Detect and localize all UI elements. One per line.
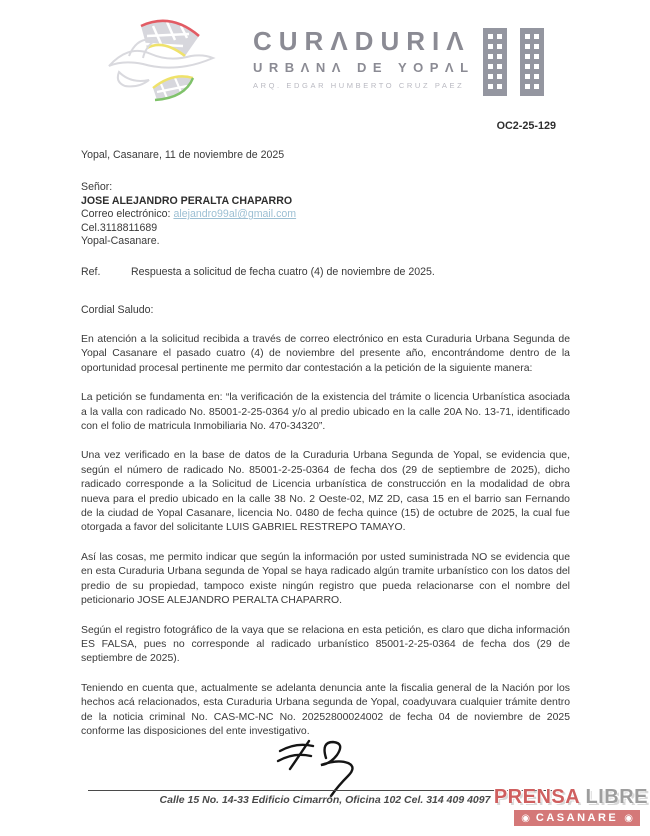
paragraph-1: En atención a la solicitud recibida a través de correo electrónico en esta Curaduria Urbana Segunda de Yopal Casanare el pasado cuatro (4) de noviembre del presente año, encontrándome dentro de la oportunidad procesal pertinente me permito dar contestación a la petición de la siguiente manera: <box>81 334 570 374</box>
reference-label: Ref. <box>81 266 101 278</box>
watermark-libre: LIBRE <box>585 786 648 808</box>
paragraph-6: Teniendo en cuenta que, actualmente se adelanta denuncia ante la fiscalia general de la Nación por los hechos acá relacionados, esta Curaduria Urbana segunda de Yopal, coadyuvara cualquier trámite dentro de la noticia criminal No. CAS-MC-NC No. 20252800024002 de fecha 04 de noviembre de 2025 conforme las disposiciones del ente investigativo. <box>81 682 570 737</box>
brand-tagline: ARQ. EDGAR HUMBERTO CRUZ PAEZ <box>253 81 465 90</box>
email-label: Correo electrónico: <box>81 208 174 221</box>
handwritten-signature <box>268 736 380 798</box>
paragraph-4: Así las cosas, me permito indicar que según la información por usted suministrada NO se evidencia que en esta Curaduria Urbana segunda de Yopal se haya radicado algún tramite urbanístico con los datos del predio de su propiedad, tampoco existe ningún registro que pueda relacionarse con el nombre del peticionario JOSE ALEJANDRO PERALTA CHAPARRO. <box>81 551 570 607</box>
watermark-banner <box>514 810 640 826</box>
reference-text: Respuesta a solicitud de fecha cuatro (4) de noviembre de 2025. <box>131 266 435 278</box>
watermark-title <box>494 787 648 807</box>
banner-dot-icon: ◉ <box>624 812 633 824</box>
brand-subtitle: URBΛNΛ DE YOPΛL <box>253 60 475 75</box>
footer-address: Calle 15 No. 14-33 Edificio Cimarrón, Oficina 102 Cel. 314 409 4097 <box>159 794 491 806</box>
letter-body <box>81 333 570 754</box>
recipient-block <box>81 181 296 249</box>
paragraph-2: La petición se fundamenta en: “la verificación de la existencia del trámite o licencia Urbanística asociada a la valla con radicado No. 85001-2-25-0364 y/o al predio ubicado en la calle 20A No. 13-71, identificado con el folio de matricula Inmobiliaria No. 470-34320”. <box>81 392 570 433</box>
brand-title: CURΛDURIΛ <box>253 26 471 56</box>
recipient-name: JOSE ALEJANDRO PERALTA CHAPARRO <box>81 194 293 207</box>
curaduria-logo-icon <box>95 14 227 110</box>
footer-divider <box>88 790 562 791</box>
watermark-prensa: PRENSA <box>493 786 580 808</box>
recipient-city: Yopal-Casanare. <box>81 235 160 248</box>
watermark-casanare: CASANARE <box>535 812 619 824</box>
greeting: Cordial Saludo: <box>81 304 154 316</box>
date-line: Yopal, Casanare, 11 de noviembre de 2025 <box>81 149 285 161</box>
letterhead-brand <box>253 26 493 90</box>
recipient-email-line <box>81 208 296 222</box>
email-link[interactable]: alejandro99al@gmail.com <box>173 208 297 221</box>
banner-dot-icon: ◉ <box>521 812 530 824</box>
recipient-salutation: Señor: <box>81 181 113 193</box>
recipient-phone: Cel.3118811689 <box>81 221 158 234</box>
prensa-libre-watermark <box>494 787 648 826</box>
paragraph-3: Una vez verificado en la base de datos de la Curaduria Urbana Segunda de Yopal, se evidencia que, según el número de radicado No. 85001-2-25-0364 de fecha dos (29 de septiembre de 2025), dicho radicado corresponde a la Solicitud de Licencia urbanística de construcción en la modalidad de obra nueva para el predio ubicado en la calle 38 No. 2 Oeste-02, MZ 2D, casa 15 en el barrio san Fernando de la ciudad de Yopal Casanare, licencia No. 0480 de fecha quince (15) de octubre de 2025, la cual fue otorgada a favor del solicitante LUIS GABRIEL RESTREPO TAMAYO. <box>81 450 570 534</box>
paragraph-5: Según el registro fotográfico de la vaya que se relaciona en esta petición, es claro que dicha información ES FALSA, pues no corresponde al radicado urbanístico 85001-2-25-0364 de fecha dos (29 de septiembre de 2025). <box>81 624 570 665</box>
two-buildings-icon <box>483 26 545 96</box>
reference-line <box>81 266 435 278</box>
document-ref-code: OC2-25-129 <box>496 120 556 132</box>
